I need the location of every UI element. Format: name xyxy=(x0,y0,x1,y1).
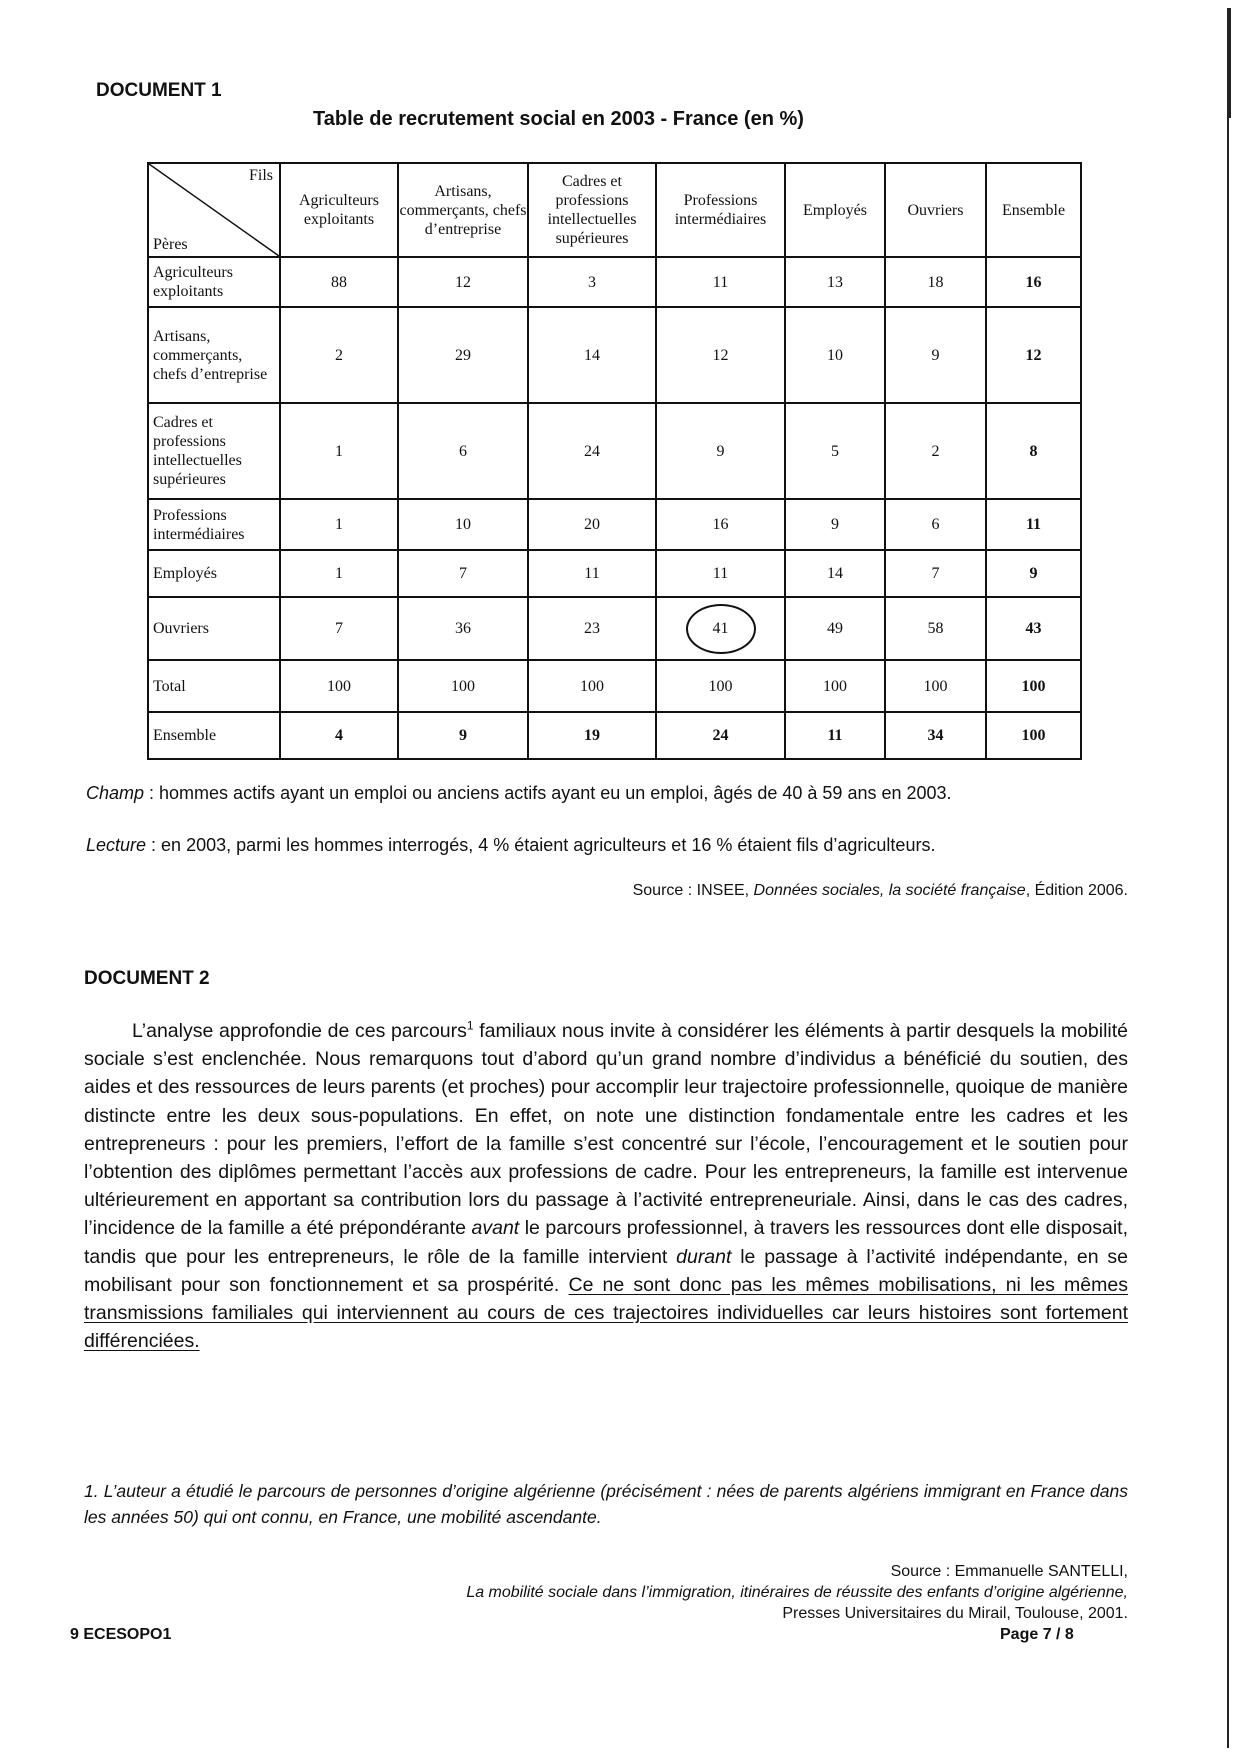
table-cell: 7 xyxy=(398,550,528,597)
footnote: 1. L’auteur a étudié le parcours de personnes d’origine algérienne (précisément : nées de parents algériens immigrant en France dans les années 50) qui ont connu, en France, une mobilité ascendante. xyxy=(84,1481,1128,1527)
source-prefix: Source : INSEE, xyxy=(632,882,754,899)
champ-note xyxy=(86,782,1176,804)
table-cell: 3 xyxy=(528,257,656,307)
table-cell: 58 xyxy=(885,597,986,660)
row-header: Ensemble xyxy=(148,712,280,759)
table-cell: 29 xyxy=(398,307,528,403)
underlined-conclusion: Ce ne sont donc pas les mêmes mobilisations, ni les mêmes transmissions familiales qui interviennent au cours de ces trajectoires individuelles car leurs histoires sont fortement différenciées. xyxy=(84,1273,1128,1353)
table-cell: 12 xyxy=(398,257,528,307)
column-header: Agriculteurs exploitants xyxy=(280,163,398,257)
table-cell-total: 43 xyxy=(986,597,1081,660)
source-citation-2 xyxy=(200,1561,1128,1624)
table-cell: 24 xyxy=(656,712,785,759)
row-header: Cadres et professions intellectuelles supérieures xyxy=(148,403,280,499)
table-cell: 100 xyxy=(398,660,528,712)
table-cell-total: 16 xyxy=(986,257,1081,307)
footnote-reference: 1 xyxy=(466,1018,474,1033)
column-header: Professions intermédiaires xyxy=(656,163,785,257)
row-header: Employés xyxy=(148,550,280,597)
table-cell: 14 xyxy=(528,307,656,403)
table-cell: 6 xyxy=(885,499,986,550)
table-cell: 19 xyxy=(528,712,656,759)
table-cell: 16 xyxy=(656,499,785,550)
champ-label: Champ xyxy=(86,783,145,803)
table-cell: 6 xyxy=(398,403,528,499)
table-cell: 1 xyxy=(280,403,398,499)
table-row xyxy=(148,403,1081,499)
table-row xyxy=(148,597,1081,660)
table-row xyxy=(148,257,1081,307)
table-cell: 4 xyxy=(280,712,398,759)
table-cell: 18 xyxy=(885,257,986,307)
table-cell: 100 xyxy=(885,660,986,712)
source-suffix: , Édition 2006. xyxy=(1025,882,1128,899)
table-row xyxy=(148,712,1081,759)
source-title: Données sociales, la société française xyxy=(753,882,1026,899)
scan-edge-line xyxy=(1227,8,1229,1748)
row-header: Total xyxy=(148,660,280,712)
exam-code: 9 ECESOPO1 xyxy=(70,1626,172,1643)
table-cell-total: 9 xyxy=(986,550,1081,597)
table-cell: 12 xyxy=(656,307,785,403)
table-cell-highlighted xyxy=(656,597,785,660)
document-2-paragraph xyxy=(84,1017,1128,1355)
source-citation-1 xyxy=(500,880,1128,902)
emphasis-text: avant xyxy=(471,1217,520,1240)
table-cell: 5 xyxy=(785,403,885,499)
table-cell: 2 xyxy=(280,307,398,403)
table-row xyxy=(148,550,1081,597)
lecture-note xyxy=(86,834,1186,856)
table-cell: 36 xyxy=(398,597,528,660)
table-cell: 88 xyxy=(280,257,398,307)
document-1-label: DOCUMENT 1 xyxy=(96,80,222,101)
column-header: Ouvriers xyxy=(885,163,986,257)
row-header: Ouvriers xyxy=(148,597,280,660)
text-span: le passage à l’activité indépendante, en se mobilisant pour son fonctionnement et sa prospérité. xyxy=(84,1245,1128,1296)
lecture-label: Lecture xyxy=(86,835,147,855)
source-book-title: La mobilité sociale dans l’immigration, itinéraires de réussite des enfants d’origine algérienne, xyxy=(466,1584,1128,1601)
corner-cell xyxy=(148,163,280,257)
table-cell: 100 xyxy=(528,660,656,712)
table-cell: 100 xyxy=(785,660,885,712)
corner-row-label: Pères xyxy=(153,236,188,253)
table-cell: 49 xyxy=(785,597,885,660)
circled-value: 41 xyxy=(686,604,756,654)
row-header: Agriculteurs exploitants xyxy=(148,257,280,307)
lecture-text: : en 2003, parmi les hommes interrogés, 4 % étaient agriculteurs et 16 % étaient fils d’agriculteurs. xyxy=(146,835,936,855)
table-cell: 23 xyxy=(528,597,656,660)
source-author: Source : Emmanuelle SANTELLI, xyxy=(890,1563,1128,1580)
table-cell: 9 xyxy=(656,403,785,499)
table-cell: 24 xyxy=(528,403,656,499)
table-cell: 11 xyxy=(656,550,785,597)
table-row xyxy=(148,307,1081,403)
social-recruitment-table xyxy=(147,162,1082,760)
text-span: L’analyse approfondie de ces parcours xyxy=(132,1020,467,1042)
table-title: Table de recrutement social en 2003 - France (en %) xyxy=(313,108,804,130)
table-cell: 20 xyxy=(528,499,656,550)
table-cell: 11 xyxy=(656,257,785,307)
table-cell: 100 xyxy=(656,660,785,712)
table-cell: 10 xyxy=(398,499,528,550)
table-cell: 1 xyxy=(280,550,398,597)
row-header: Professions intermédiaires xyxy=(148,499,280,550)
emphasis-text: durant xyxy=(676,1245,732,1268)
table-cell: 1 xyxy=(280,499,398,550)
table-cell: 9 xyxy=(398,712,528,759)
table-cell: 11 xyxy=(785,712,885,759)
table-cell: 14 xyxy=(785,550,885,597)
table-cell: 10 xyxy=(785,307,885,403)
table-row xyxy=(148,499,1081,550)
table-cell: 13 xyxy=(785,257,885,307)
table-header-row xyxy=(148,163,1081,257)
table-cell-total: 8 xyxy=(986,403,1081,499)
table-cell: 2 xyxy=(885,403,986,499)
column-header: Cadres et professions intellectuelles supérieures xyxy=(528,163,656,257)
column-header: Employés xyxy=(785,163,885,257)
column-header: Artisans, commerçants, chefs d’entreprise xyxy=(398,163,528,257)
document-2-label: DOCUMENT 2 xyxy=(84,968,210,989)
table-cell: 7 xyxy=(885,550,986,597)
source-publisher: Presses Universitaires du Mirail, Toulouse, 2001. xyxy=(782,1605,1128,1622)
column-header: Ensemble xyxy=(986,163,1081,257)
table-row xyxy=(148,660,1081,712)
table-cell: 100 xyxy=(280,660,398,712)
table-cell: 11 xyxy=(528,550,656,597)
text-span: familiaux nous invite à considérer les éléments à partir desquels la mobilité sociale s’est enclenchée. Nous remarquons tout d’abord qu’un grand nombre d’individus a bénéficié du soutien, des aides et des ressources de leurs parents (et proches) pour accomplir leur trajectoire professionnelle, quoique de manière distincte entre les deux sous-populations. En effet, on note une distinction fondamentale entre les cadres et les entrepreneurs : pour les premiers, l’effort de la famille s’est concentré sur l’école, l’encouragement et le soutien pour l’obtention des diplômes permettant l’accès aux professions de cadre. Pour les entrepreneurs, la famille est intervenue ultérieurement en apportant sa contribution lors du passage à l’activité entrepreneuriale. Ainsi, dans le cas des cadres, l’incidence de la famille a été prépondérante xyxy=(84,1020,1129,1240)
table-cell-total: 12 xyxy=(986,307,1081,403)
page-number: Page 7 / 8 xyxy=(1000,1626,1074,1643)
table-cell: 34 xyxy=(885,712,986,759)
table-cell: 9 xyxy=(785,499,885,550)
table-cell: 9 xyxy=(885,307,986,403)
table-cell-total: 100 xyxy=(986,712,1081,759)
table-cell-total: 11 xyxy=(986,499,1081,550)
table-cell-total: 100 xyxy=(986,660,1081,712)
table-cell: 7 xyxy=(280,597,398,660)
champ-text: : hommes actifs ayant un emploi ou anciens actifs ayant eu un emploi, âgés de 40 à 59 ans en 2003. xyxy=(144,783,952,803)
text-span: le parcours professionnel, à travers les ressources dont elle disposait, tandis que pour les entrepreneurs, le rôle de la famille intervient xyxy=(84,1217,1128,1268)
corner-column-label: Fils xyxy=(248,167,273,184)
row-header: Artisans, commerçants, chefs d’entreprise xyxy=(148,307,280,403)
